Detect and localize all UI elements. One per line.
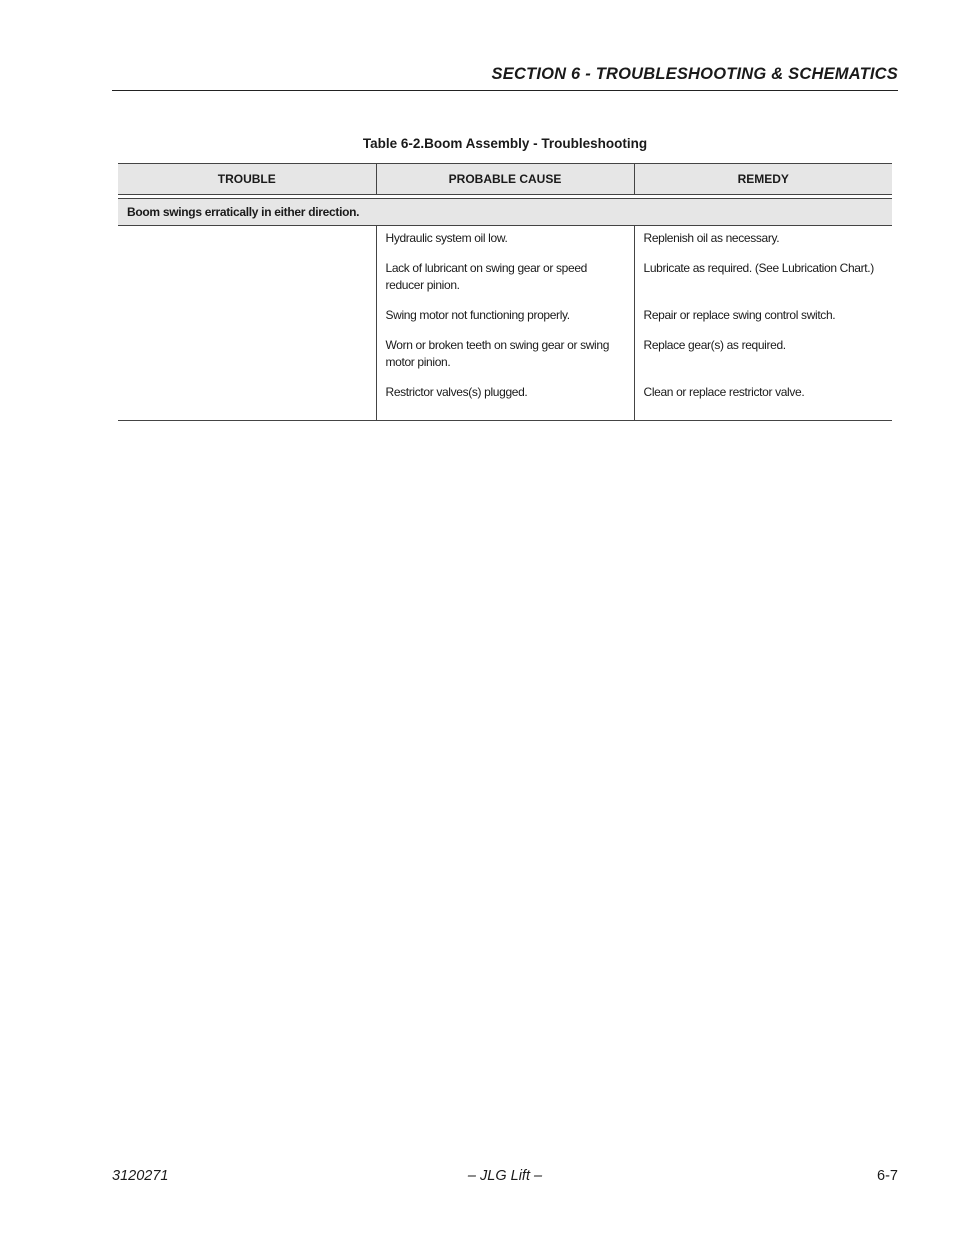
cause-item: Lack of lubricant on swing gear or speed reducer pinion. (385, 261, 587, 292)
remedy-item: Lubricate as required. (See Lubrication Chart.) (643, 261, 874, 275)
remedy-item: Replenish oil as necessary. (643, 231, 780, 245)
column-header-remedy: REMEDY (634, 164, 892, 195)
cause-item: Worn or broken teeth on swing gear or swing motor pinion. (385, 338, 610, 369)
cause-item: Restrictor valves(s) plugged. (385, 385, 528, 399)
page-number: 6-7 (877, 1168, 898, 1184)
remedy-item: Repair or replace swing control switch. (643, 308, 836, 322)
publisher-name: – JLG Lift – (467, 1168, 543, 1184)
column-header-trouble: TROUBLE (118, 164, 376, 195)
probable-cause-cell (376, 226, 634, 421)
table-header-row (118, 164, 892, 195)
column-header-probable-cause: PROBABLE CAUSE (376, 164, 634, 195)
remedy-item: Clean or replace restrictor valve. (643, 385, 805, 399)
cause-item: Swing motor not functioning properly. (385, 308, 570, 322)
trouble-cell (118, 226, 376, 421)
trouble-group-row (118, 199, 892, 226)
section-header (112, 64, 898, 91)
trouble-description: Boom swings erratically in either direction. (118, 199, 892, 226)
cause-item: Hydraulic system oil low. (385, 231, 508, 245)
remedy-cell (634, 226, 892, 421)
troubleshooting-table (118, 163, 892, 421)
section-title: SECTION 6 - TROUBLESHOOTING & SCHEMATICS (491, 65, 898, 83)
document-number: 3120271 (112, 1168, 169, 1184)
remedy-item: Replace gear(s) as required. (643, 338, 786, 352)
table-caption: Table 6-2.Boom Assembly - Troubleshooting (362, 136, 648, 151)
table-row (118, 226, 892, 421)
